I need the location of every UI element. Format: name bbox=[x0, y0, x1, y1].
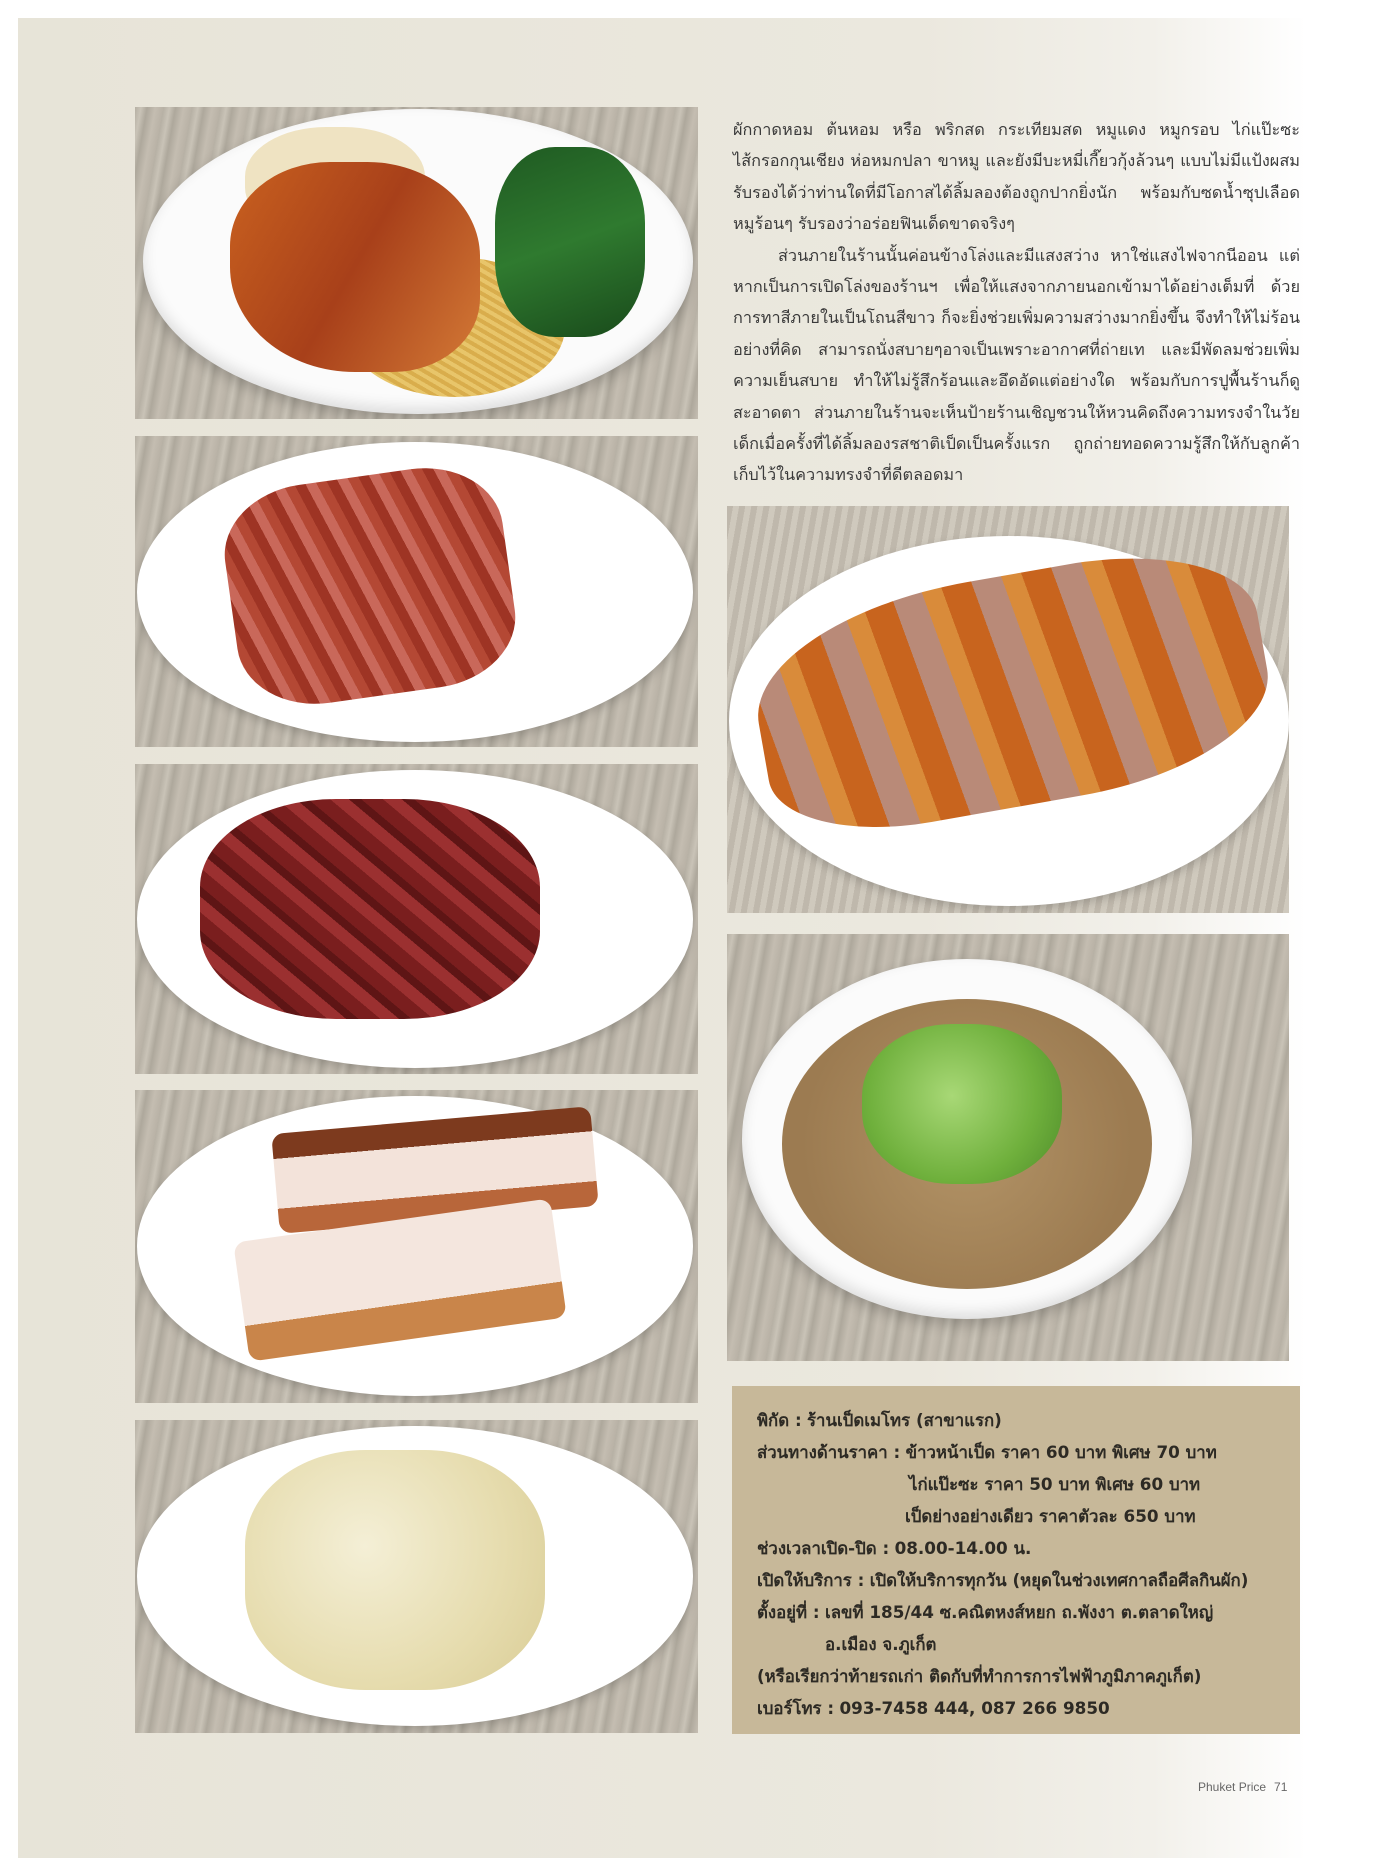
chicken-slices bbox=[245, 1450, 545, 1690]
coords-value: ร้านเป็ดเมโทร (สาขาแรก) bbox=[807, 1410, 1002, 1430]
photo-duck-noodles bbox=[135, 107, 698, 419]
photo-blood-soup bbox=[727, 934, 1289, 1361]
sausage-slices bbox=[200, 799, 540, 1019]
photo-roast-duck bbox=[727, 506, 1289, 913]
coords-label: พิกัด : bbox=[757, 1410, 802, 1430]
address-note-line bbox=[757, 1664, 1201, 1690]
magazine-name: Phuket Price bbox=[1198, 1780, 1267, 1794]
address-value-2: อ.เมือง จ.ภูเก็ต bbox=[825, 1634, 937, 1654]
page-footer bbox=[1190, 1780, 1287, 1794]
hours-line bbox=[757, 1536, 1031, 1562]
price-line-3 bbox=[905, 1504, 1196, 1530]
article-paragraph: ส่วนภายในร้านนั้นค่อนข้างโล่งและมีแสงสว่าง หาใช่แสงไฟจากนีออน แต่หากเป็นการเปิดโล่งของร้านฯ เพื่อให้แสงจากภายนอกเข้ามาได้อย่างเต็มที่ ด้วยการทาสีภายในเป็นโถนสีขาว ก็จะยิ่งช่วยเพิ่มความสว่างมากยิ่งขึ้น จึงทำให้ไม่ร้อนอย่างที่คิด สามารถนั่งสบายๆอาจเป็นเพราะอากาศที่ถ่ายเท และมีพัดลมช่วยเพิ่มความเย็นสบาย ทำให้ไม่รู้สึกร้อนและอึดอัดแต่อย่างใด พร้อมกับการปูพื้นร้านก็ดูสะอาดตา ส่วนภายในร้านจะเห็นป้ายร้านเชิญชวนให้หวนคิดถึงความทรงจำในวัยเด็กเมื่อครั้งที่ได้ลิ้มลองรสชาติเป็ดเป็นครั้งแรก ถูกถ่ายทอดความรู้สึกให้กับลูกค้าเก็บไว้ในความทรงจำที่ดีตลอดมา bbox=[733, 245, 1300, 485]
open-label: เปิดให้บริการ : bbox=[757, 1570, 865, 1590]
price-line-2 bbox=[909, 1472, 1200, 1498]
photo-chinese-sausage bbox=[135, 764, 698, 1074]
address-value-1: เลขที่ 185/44 ซ.คณิตหงส์หยก ถ.พังงา ต.ตลาดใหญ่ bbox=[824, 1602, 1214, 1622]
greens bbox=[495, 147, 645, 337]
open-value: เปิดให้บริการทุกวัน (หยุดในช่วงเทศกาลถือศีลกินผัก) bbox=[869, 1570, 1249, 1590]
photo-crispy-pork bbox=[135, 1090, 698, 1403]
photo-red-pork bbox=[135, 436, 698, 747]
address-line bbox=[757, 1600, 1213, 1626]
store-info-box bbox=[732, 1386, 1300, 1734]
phone-value: 093-7458 444, 087 266 9850 bbox=[839, 1698, 1110, 1718]
roast-duck-slices bbox=[230, 162, 480, 372]
article-paragraph: ผักกาดหอม ต้นหอม หรือ พริกสด กระเทียมสด หมูแดง หมูกรอบ ไก่แป๊ะซะ ไส้กรอกกุนเชียง ห่อหมกปลา ขาหมู และยังมีบะหมี่เกี๊ยวกุ้งล้วนๆ แบบไม่มีแป้งผสม รับรองได้ว่าท่านใดที่มีโอกาสได้ลิ้มลองต้องถูกปากยิ่งนัก พร้อมกับซดน้ำซุปเลือดหมูร้อนๆ รับรองว่าอร่อยฟินเด็ดขาดจริงๆ bbox=[733, 120, 1300, 234]
phone-label: เบอร์โทร : bbox=[757, 1698, 835, 1718]
address-note: (หรือเรียกว่าท้ายรถเก่า ติดกับที่ทำการการไฟฟ้าภูมิภาคภูเก็ต) bbox=[757, 1666, 1202, 1686]
coords-line bbox=[757, 1408, 1002, 1434]
photo-steamed-chicken bbox=[135, 1420, 698, 1733]
hours-value: 08.00-14.00 น. bbox=[894, 1538, 1032, 1558]
article-body bbox=[733, 114, 1300, 491]
address-line-2 bbox=[825, 1632, 936, 1658]
address-label: ตั้งอยู่ที่ : bbox=[757, 1602, 820, 1622]
price-line bbox=[757, 1440, 1217, 1466]
price-item-1: ข้าวหน้าเป็ด ราคา 60 บาท พิเศษ 70 บาท bbox=[905, 1442, 1217, 1462]
price-label: ส่วนทางด้านราคา : bbox=[757, 1442, 901, 1462]
page-number: 71 bbox=[1274, 1780, 1288, 1794]
phone-line bbox=[757, 1696, 1110, 1722]
lettuce bbox=[862, 1024, 1062, 1184]
hours-label: ช่วงเวลาเปิด-ปิด : bbox=[757, 1538, 890, 1558]
price-item-3: เป็ดย่างอย่างเดียว ราคาตัวละ 650 บาท bbox=[905, 1506, 1196, 1526]
open-line bbox=[757, 1568, 1248, 1594]
price-item-2: ไก่แป๊ะซะ ราคา 50 บาท พิเศษ 60 บาท bbox=[909, 1474, 1201, 1494]
